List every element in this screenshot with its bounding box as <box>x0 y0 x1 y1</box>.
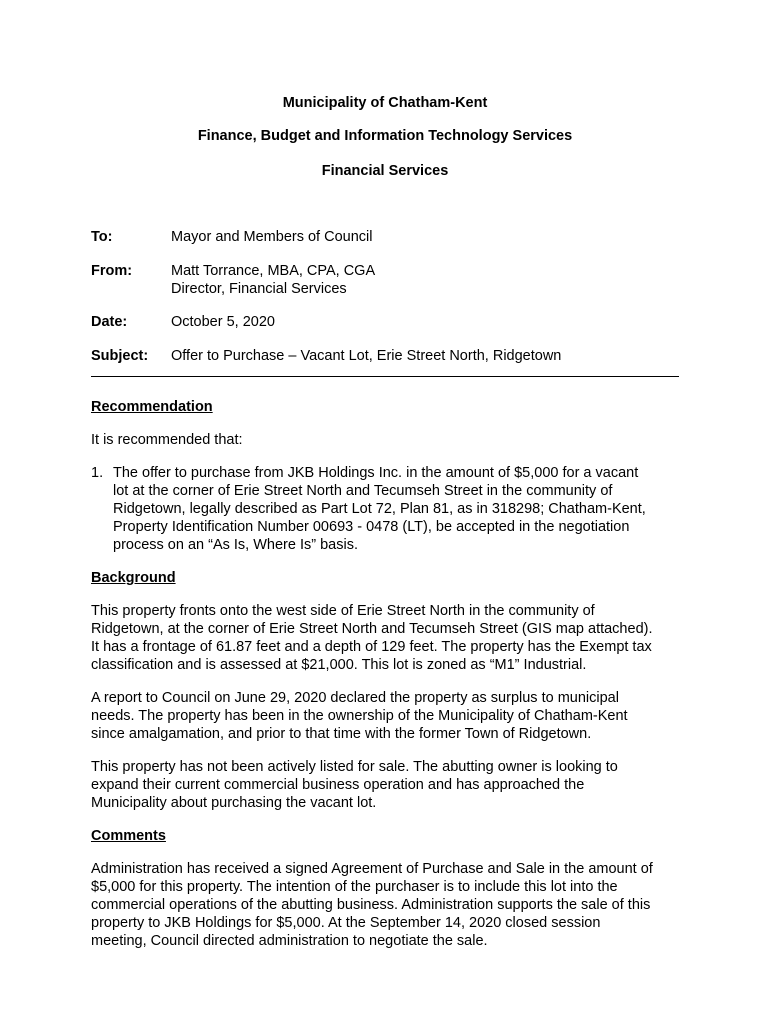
text-line: property to JKB Holdings for $5,000. At the September 14, 2020 closed session <box>91 915 601 931</box>
date-label: Date: <box>91 314 128 330</box>
background-paragraph-3 <box>91 758 691 812</box>
text-line: This property fronts onto the west side of Erie Street North in the community of <box>91 603 595 619</box>
text-line: process on an “As Is, Where Is” basis. <box>113 537 358 553</box>
background-paragraph-2 <box>91 689 691 743</box>
from-label: From: <box>91 263 133 279</box>
comments-heading: Comments <box>91 828 166 844</box>
text-line: since amalgamation, and prior to that time with the former Town of Ridgetown. <box>91 726 592 742</box>
text-line: The offer to purchase from JKB Holdings Inc. in the amount of $5,000 for a vacant <box>113 465 639 481</box>
background-paragraph-1 <box>91 602 691 674</box>
from-title: Director, Financial Services <box>171 281 347 297</box>
text-line: Ridgetown, legally described as Part Lot 72, Plan 81, as in 318298; Chatham-Kent, <box>113 501 646 517</box>
subject-value: Offer to Purchase – Vacant Lot, Erie Street North, Ridgetown <box>171 348 562 364</box>
text-line: needs. The property has been in the ownership of the Municipality of Chatham-Kent <box>91 708 628 724</box>
header-divider <box>91 376 679 377</box>
recommendation-intro: It is recommended that: <box>91 432 243 448</box>
text-line: This property has not been actively listed for sale. The abutting owner is looking to <box>91 759 618 775</box>
subject-label: Subject: <box>91 348 149 364</box>
comments-paragraph-1 <box>91 860 691 950</box>
text-line: It has a frontage of 61.87 feet and a depth of 129 feet. The property has the Exempt tax <box>91 639 652 655</box>
header-municipality: Municipality of Chatham-Kent <box>282 95 488 111</box>
from-name: Matt Torrance, MBA, CPA, CGA <box>171 263 376 279</box>
header-department: Finance, Budget and Information Technology Services <box>197 128 573 144</box>
text-line: lot at the corner of Erie Street North and Tecumseh Street in the community of <box>113 483 613 499</box>
text-line: Property Identification Number 00693 - 0478 (LT), be accepted in the negotiation <box>113 519 630 535</box>
header-division: Financial Services <box>321 163 449 179</box>
recommendation-heading: Recommendation <box>91 399 213 415</box>
text-line: Municipality about purchasing the vacant lot. <box>91 795 377 811</box>
text-line: Administration has received a signed Agreement of Purchase and Sale in the amount of <box>91 861 653 877</box>
recommendation-item-number: 1. <box>91 465 104 481</box>
text-line: commercial operations of the abutting business. Administration supports the sale of this <box>91 897 651 913</box>
text-line: $5,000 for this property. The intention of the purchaser is to include this lot into the <box>91 879 618 895</box>
text-line: expand their current commercial business operation and has approached the <box>91 777 585 793</box>
text-line: Ridgetown, at the corner of Erie Street North and Tecumseh Street (GIS map attached). <box>91 621 653 637</box>
to-label: To: <box>91 229 113 245</box>
date-value: October 5, 2020 <box>171 314 275 330</box>
text-line: classification and is assessed at $21,000. This lot is zoned as “M1” Industrial. <box>91 657 587 673</box>
text-line: meeting, Council directed administration to negotiate the sale. <box>91 933 488 949</box>
background-heading: Background <box>91 570 176 586</box>
to-value: Mayor and Members of Council <box>171 229 373 245</box>
text-line: A report to Council on June 29, 2020 declared the property as surplus to municipal <box>91 690 619 706</box>
recommendation-item <box>113 464 693 554</box>
